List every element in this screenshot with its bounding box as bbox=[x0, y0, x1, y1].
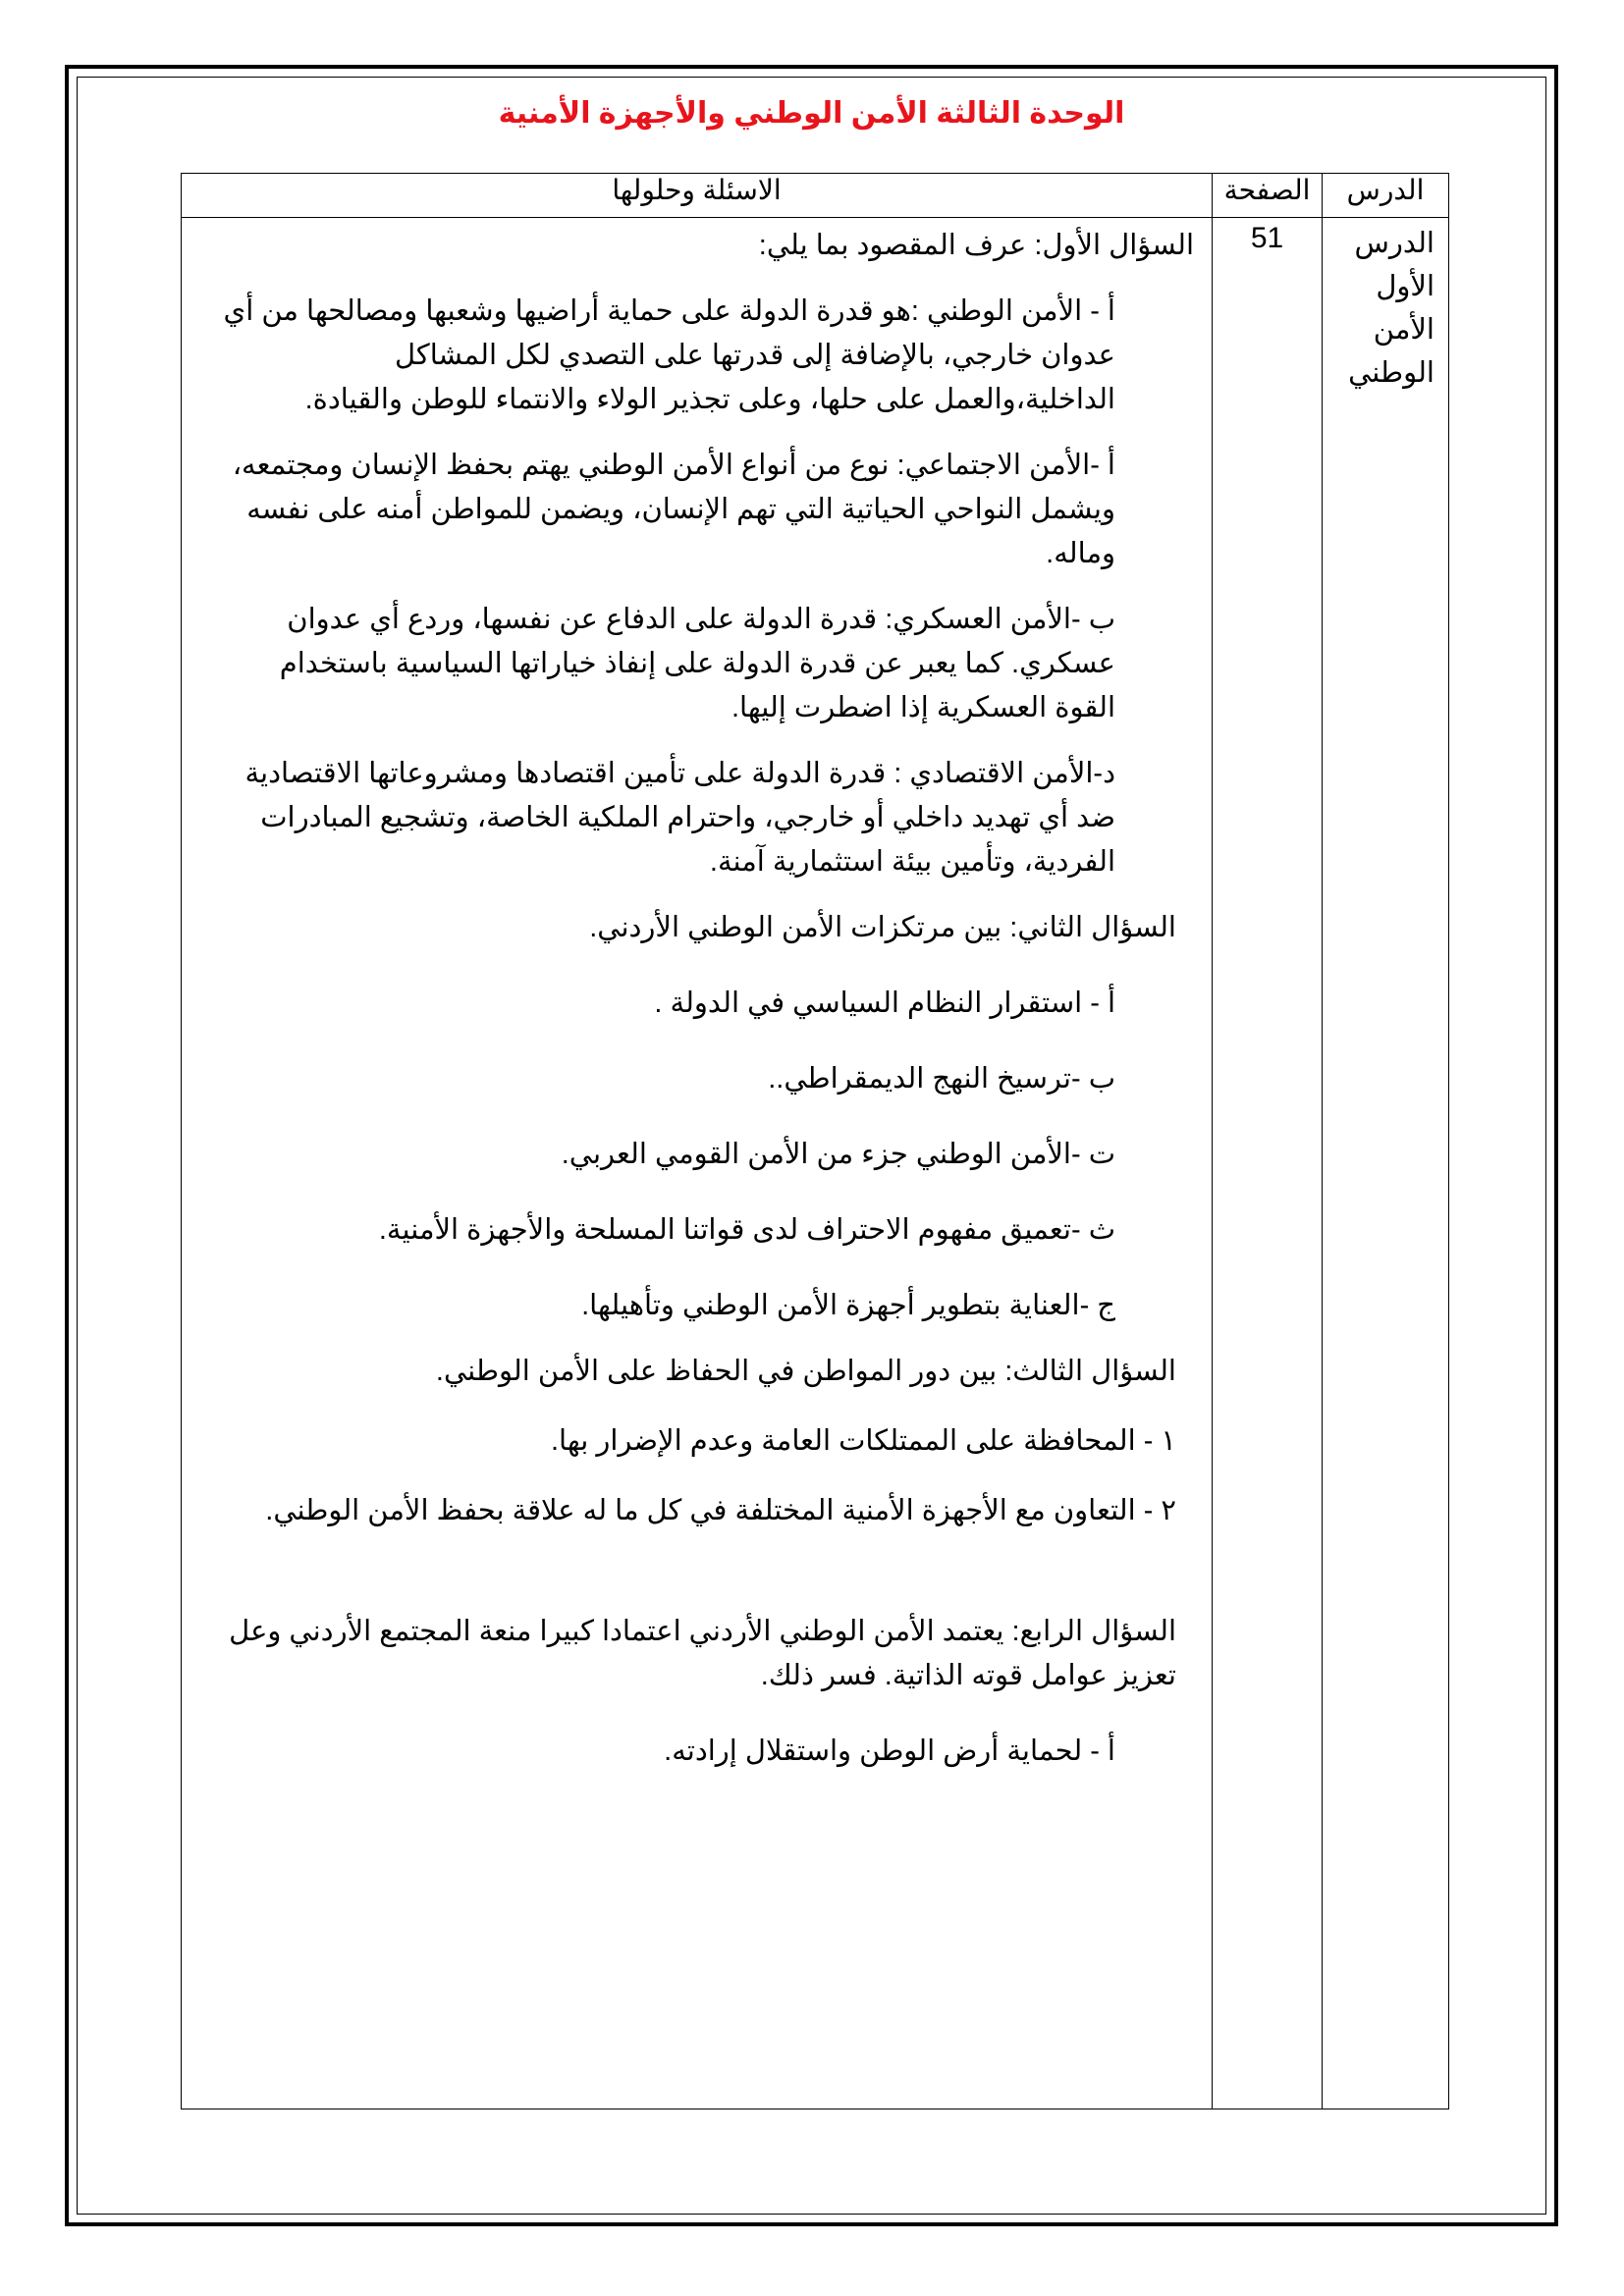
list-item: ت -الأمن الوطني جزء من الأمن القومي العربي. bbox=[561, 1139, 1115, 1170]
lesson-name-line: الوطني bbox=[1348, 357, 1435, 389]
qa-table bbox=[181, 173, 1449, 2109]
answer-1c: ب -الأمن العسكري: قدرة الدولة على الدفاع عن نفسها، وردع أي عدوان عسكري. كما يعبر عن قدرة الدولة على إنفاذ خياراتها السياسية باستخدام القوة العسكرية إذا اضطرت إليها. bbox=[279, 604, 1115, 723]
question-1: السؤال الأول: عرف المقصود بما يلي: bbox=[758, 230, 1194, 261]
answer-1b: أ -الأمن الاجتماعي: نوع من أنواع الأمن الوطني يهتم بحفظ الإنسان ومجتمعه، ويشمل النواحي الحياتية التي تهم الإنسان، ويضمن للمواطن أمنه على نفسه وماله. bbox=[232, 450, 1115, 569]
qa-content-cell bbox=[182, 218, 1213, 2109]
lesson-cell bbox=[1323, 218, 1449, 2109]
question-4: السؤال الرابع: يعتمد الأمن الوطني الأردني اعتمادا كبيرا منعة المجتمع الأردني وعل تعزيز عوامل قوته الذاتية. فسر ذلك. bbox=[229, 1616, 1176, 1691]
answer-1a: أ - الأمن الوطني :هو قدرة الدولة على حماية أراضيها وشعبها ومصالحها من أي عدوان خارجي، بالإضافة إلى قدرتها على التصدي لكل المشاكل الداخلية،والعمل على حلها، وعلى تجذير الولاء والانتماء للوطن والقيادة. bbox=[223, 295, 1115, 415]
lesson-name-line: الأمن bbox=[1373, 314, 1435, 346]
lesson-header: الدرس bbox=[1323, 174, 1449, 218]
table-header-row bbox=[182, 174, 1449, 218]
unit-title: الوحدة الثالثة الأمن الوطني والأجهزة الأمنية bbox=[498, 97, 1125, 130]
list-item: ب -ترسيخ النهج الديمقراطي.. bbox=[768, 1063, 1115, 1095]
qa-header: الاسئلة وحلولها bbox=[182, 174, 1213, 218]
answer-1d: د-الأمن الاقتصادي : قدرة الدولة على تأمين اقتصادها ومشروعاتها الاقتصادية ضد أي تهديد داخلي أو خارجي، واحترام الملكية الخاصة، وتشجيع المبادرات الفردية، وتأمين بيئة استثمارية آمنة. bbox=[244, 758, 1115, 878]
answer-4a: أ - لحماية أرض الوطن واستقلال إرادته. bbox=[664, 1735, 1115, 1767]
list-item: ج -العناية بتطوير أجهزة الأمن الوطني وتأهيلها. bbox=[581, 1290, 1115, 1321]
list-item: ث -تعميق مفهوم الاحتراف لدى قواتنا المسلحة والأجهزة الأمنية. bbox=[378, 1214, 1115, 1246]
lesson-name-line: الدرس bbox=[1354, 228, 1435, 259]
page-number: 51 bbox=[1250, 222, 1284, 254]
list-item: أ - استقرار النظام السياسي في الدولة . bbox=[654, 988, 1115, 1019]
table-row bbox=[182, 218, 1449, 2109]
page-header: الصفحة bbox=[1213, 174, 1323, 218]
question-2: السؤال الثاني: بين مرتكزات الأمن الوطني الأردني. bbox=[589, 912, 1176, 943]
list-item: ١ - المحافظة على الممتلكات العامة وعدم الإضرار بها. bbox=[550, 1425, 1176, 1457]
question-3: السؤال الثالث: بين دور المواطن في الحفاظ على الأمن الوطني. bbox=[435, 1356, 1176, 1387]
page-number-cell bbox=[1213, 218, 1323, 2109]
list-item: ٢ - التعاون مع الأجهزة الأمنية المختلفة في كل ما له علاقة بحفظ الأمن الوطني. bbox=[265, 1495, 1176, 1526]
lesson-name-line: الأول bbox=[1376, 271, 1435, 302]
